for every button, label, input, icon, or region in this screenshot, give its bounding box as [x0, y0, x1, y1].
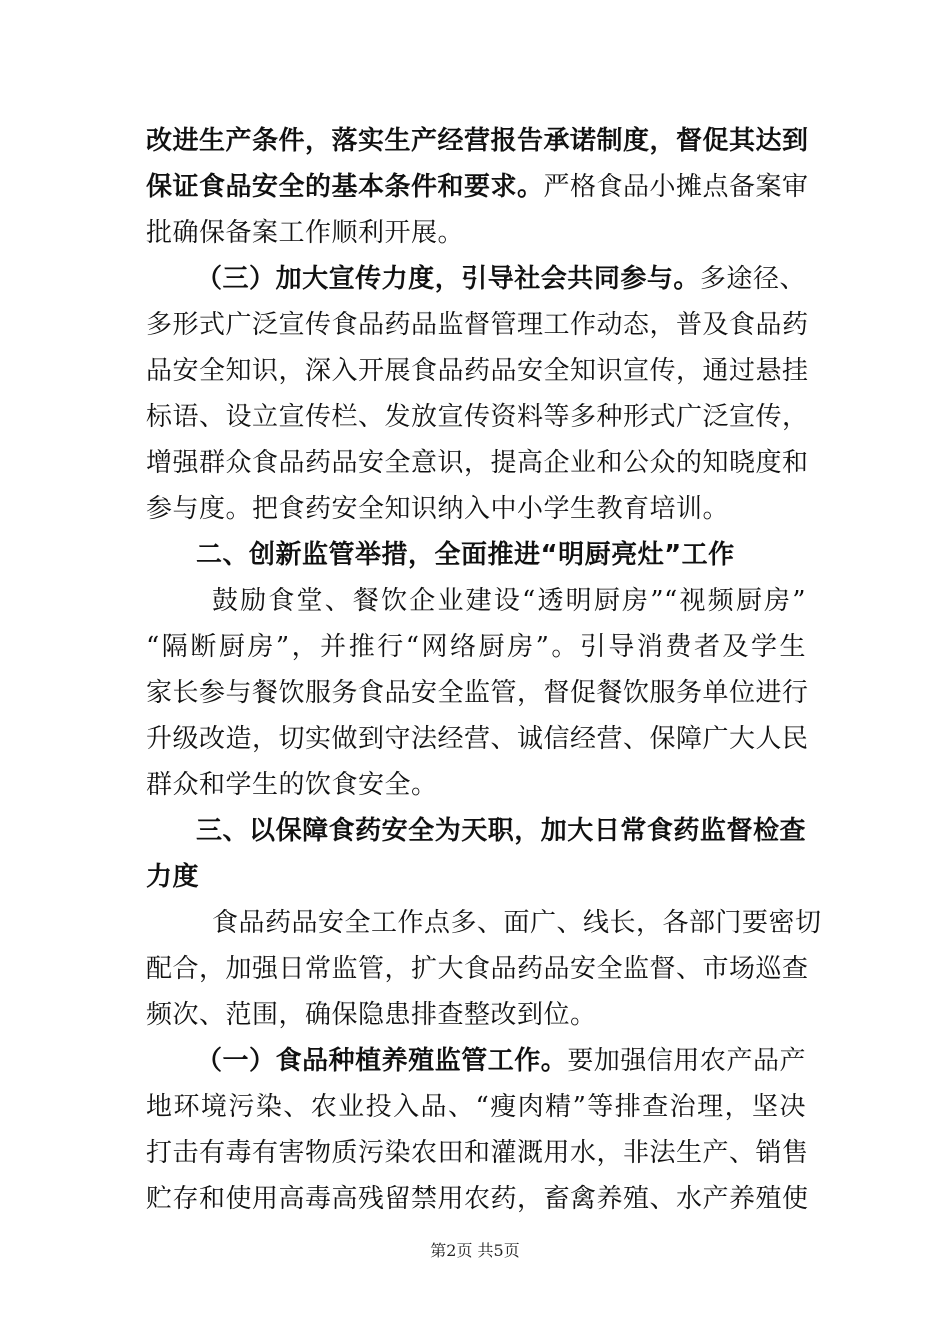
body-line: 多形式广泛宣传食品药品监督管理工作动态，普及食品药 — [146, 310, 809, 340]
subheading-line: （三）加大宣传力度，引导社会共同参与。多途径、 — [196, 264, 806, 294]
body-line: 品安全知识，深入开展食品药品安全知识宣传，通过悬挂 — [146, 356, 809, 386]
body-line: 增强群众食品药品安全意识，提高企业和公众的知晓度和 — [146, 448, 809, 478]
body-line: 升级改造，切实做到守法经营、诚信经营、保障广大人民 — [146, 724, 809, 754]
body-line: 地环境污染、农业投入品、“瘦肉精”等排查治理，坚决 — [146, 1092, 806, 1122]
body-line: 参与度。把食药安全知识纳入中小学生教育培训。 — [146, 494, 730, 524]
body-line: 打击有毒有害物质污染农田和灌溉用水，非法生产、销售 — [146, 1138, 809, 1168]
section-heading-cont: 力度 — [146, 862, 200, 892]
body-line: 配合，加强日常监管，扩大食品药品安全监督、市场巡查 — [146, 954, 809, 984]
body-line: 贮存和使用高毒高残留禁用农药，畜禽养殖、水产养殖使 — [146, 1184, 809, 1214]
body-line: 群众和学生的饮食安全。 — [146, 770, 438, 800]
body-line: 家长参与餐饮服务食品安全监管，督促餐饮服务单位进行 — [146, 678, 809, 708]
body-line: 鼓励食堂、餐饮企业建设“透明厨房”“视频厨房” — [212, 586, 806, 616]
body-line: 标语、设立宣传栏、发放宣传资料等多种形式广泛宣传， — [146, 402, 809, 432]
body-line: 食品药品安全工作点多、面广、线长，各部门要密切 — [212, 908, 822, 938]
body-line: 保证食品安全的基本条件和要求。严格食品小摊点备案审 — [146, 172, 809, 202]
body-line: 改进生产条件，落实生产经营报告承诺制度，督促其达到 — [146, 126, 809, 156]
body-line: 频次、范围，确保隐患排查整改到位。 — [146, 1000, 597, 1030]
page-footer: 第2页 共5页 — [430, 1241, 520, 1260]
section-heading: 三、以保障食药安全为天职，加大日常食药监督检查 — [196, 816, 806, 846]
subheading-line: （一）食品种植养殖监管工作。要加强信用农产品产 — [196, 1046, 806, 1076]
body-line: 批确保备案工作顺利开展。 — [146, 218, 465, 248]
section-heading: 二、创新监管举措，全面推进“明厨亮灶”工作 — [196, 540, 735, 570]
body-line: “隔断厨房”，并推行“网络厨房”。引导消费者及学生 — [146, 632, 806, 662]
